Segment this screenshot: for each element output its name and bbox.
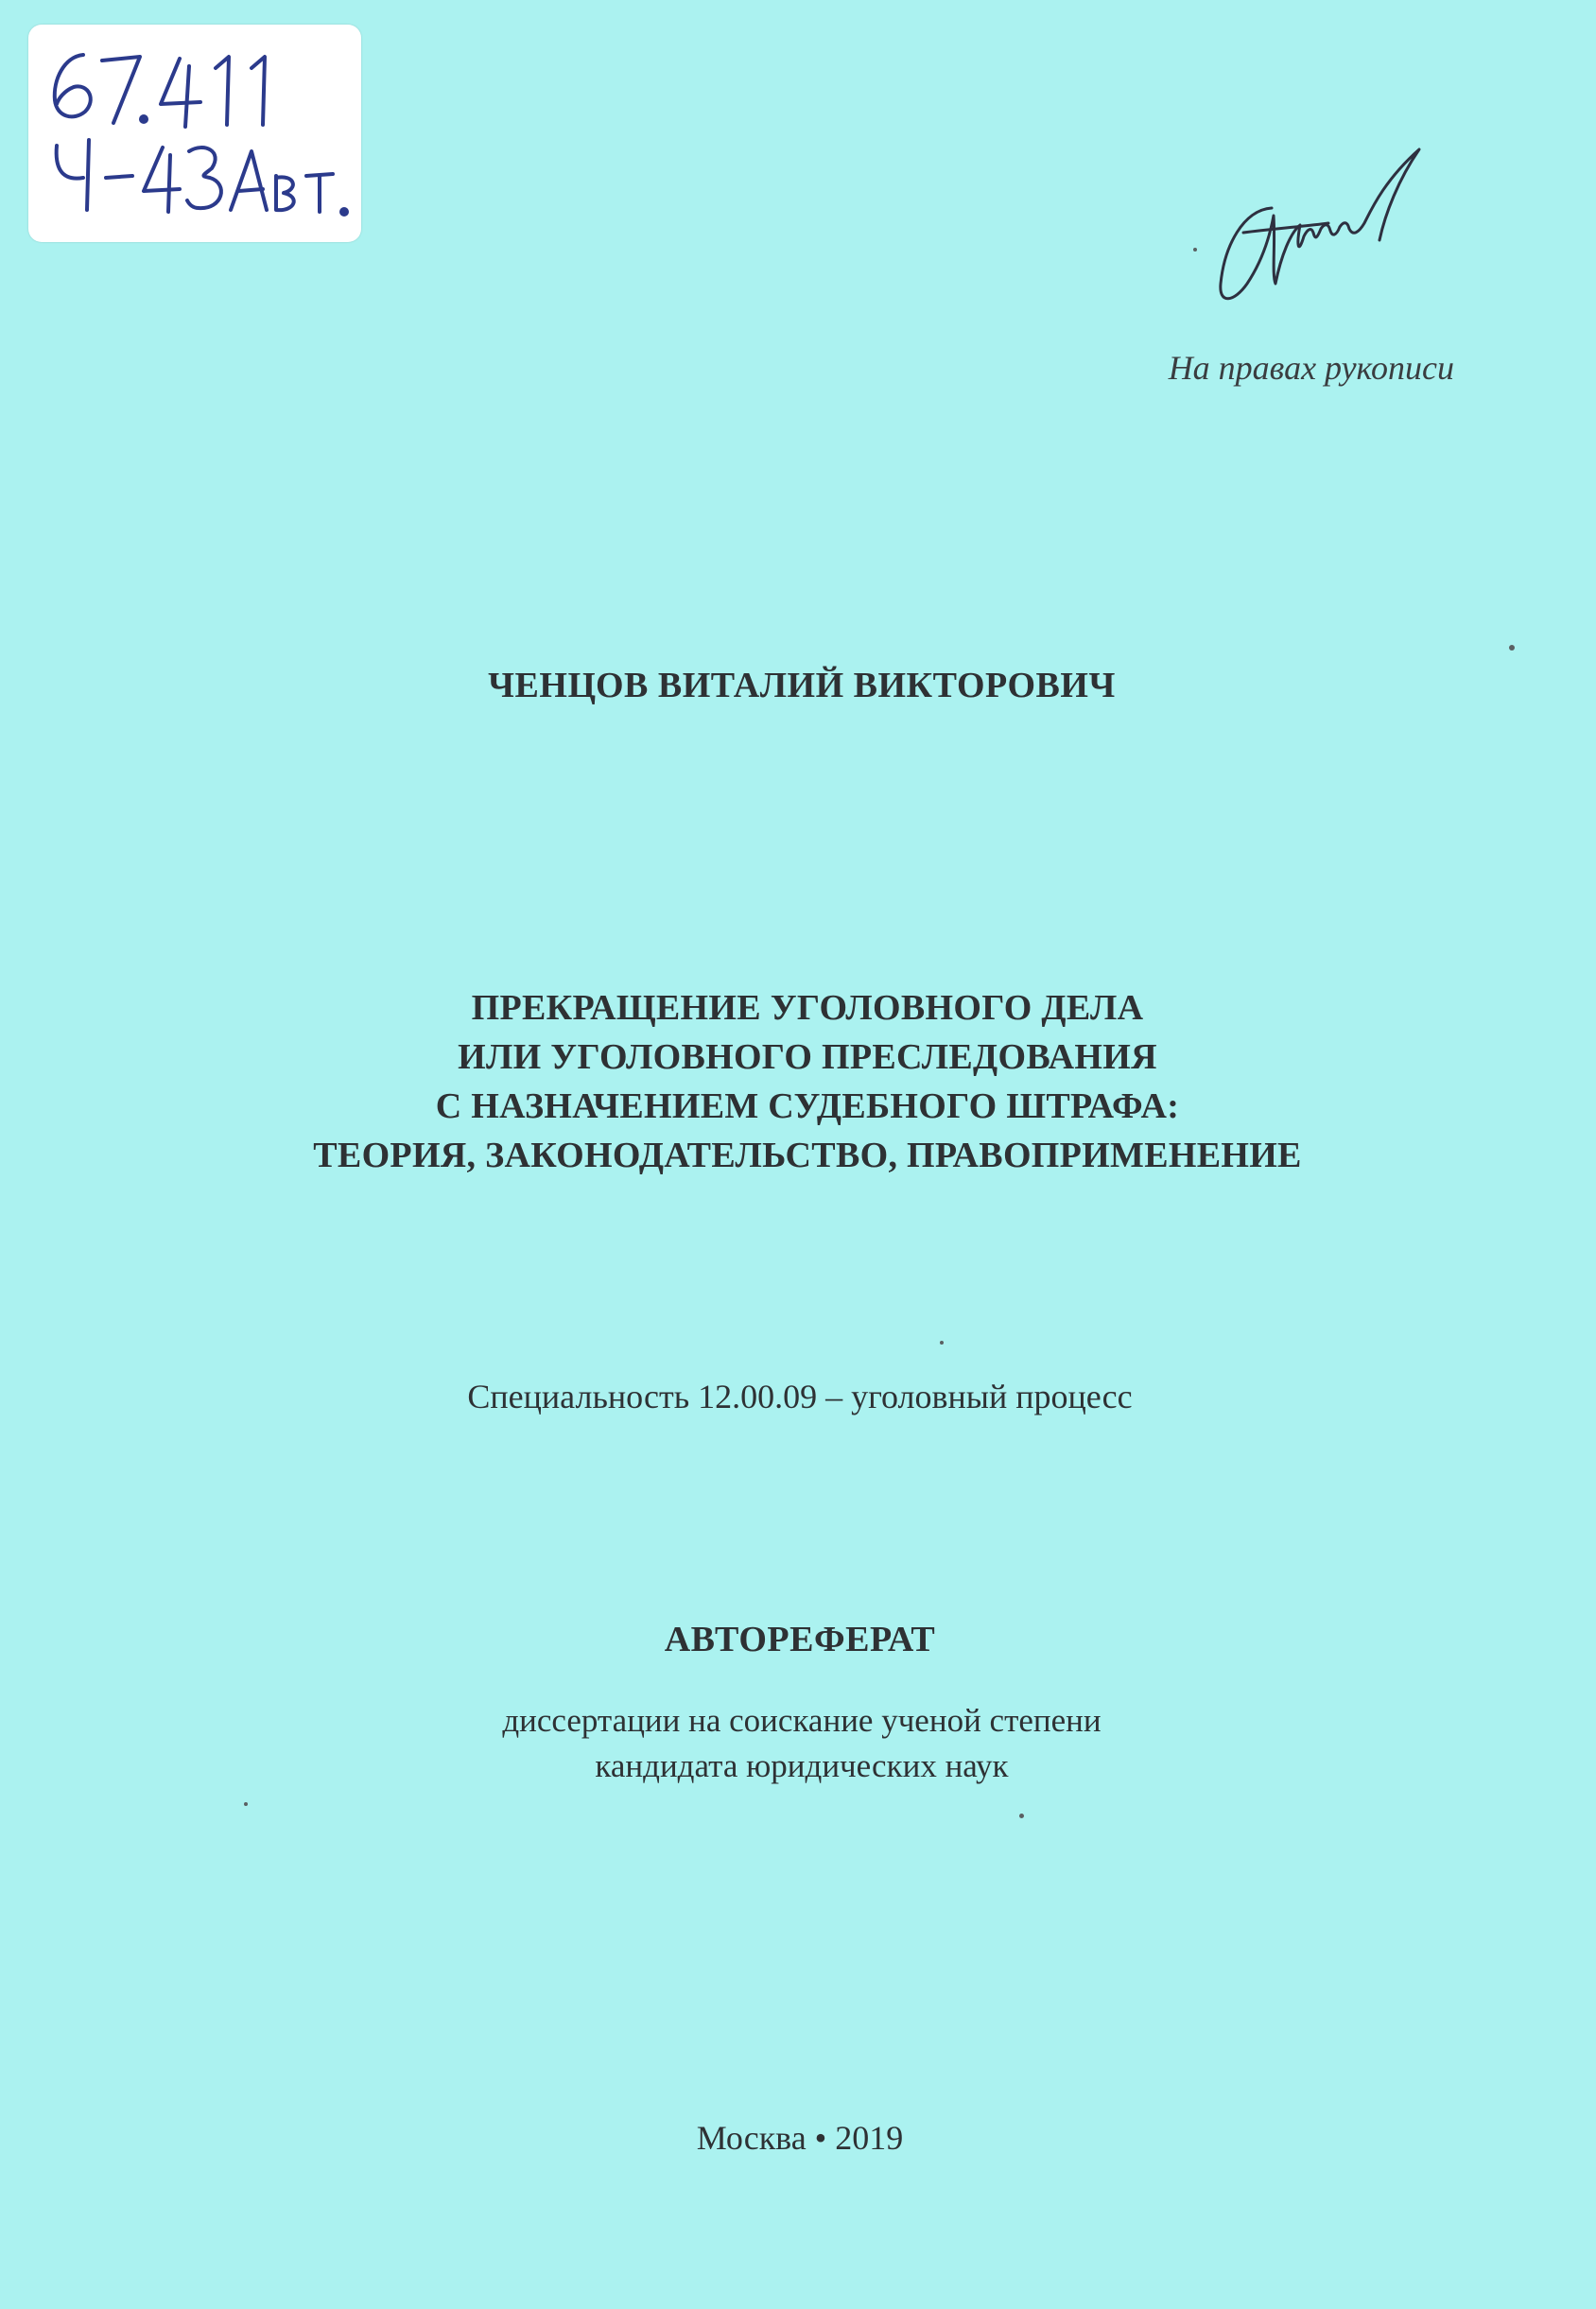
scan-speck xyxy=(1019,1814,1024,1818)
dissertation-title xyxy=(0,983,1596,1180)
scan-speck xyxy=(1509,645,1515,651)
title-line-2: ИЛИ УГОЛОВНОГО ПРЕСЛЕДОВАНИЯ xyxy=(458,1037,1157,1077)
signature xyxy=(1206,142,1432,321)
manuscript-note: На правах рукописи xyxy=(1168,349,1454,387)
title-line-3: С НАЗНАЧЕНИЕМ СУДЕБНОГО ШТРАФА: xyxy=(435,1086,1180,1126)
specialty: Специальность 12.00.09 – уголовный процесс xyxy=(467,1378,1133,1415)
scan-speck xyxy=(940,1341,944,1345)
author-name: ЧЕНЦОВ ВИТАЛИЙ ВИКТОРОВИЧ xyxy=(488,666,1116,705)
city-year: Москва • 2019 xyxy=(696,2119,904,2157)
document-type: АВТОРЕФЕРАТ xyxy=(664,1620,936,1659)
scan-speck xyxy=(1193,248,1197,252)
degree-description xyxy=(0,1698,1596,1789)
title-line-4: ТЕОРИЯ, ЗАКОНОДАТЕЛЬСТВО, ПРАВОПРИМЕНЕНИЕ xyxy=(313,1136,1302,1175)
library-sticker xyxy=(28,25,361,242)
title-line-1: ПРЕКРАЩЕНИЕ УГОЛОВНОГО ДЕЛА xyxy=(471,988,1144,1028)
scan-speck xyxy=(244,1802,248,1806)
handwritten-shelf-mark xyxy=(28,25,361,242)
degree-description-line-2: кандидата юридических наук xyxy=(595,1747,1009,1784)
degree-description-line-1: диссертации на соискание ученой степени xyxy=(502,1702,1102,1739)
